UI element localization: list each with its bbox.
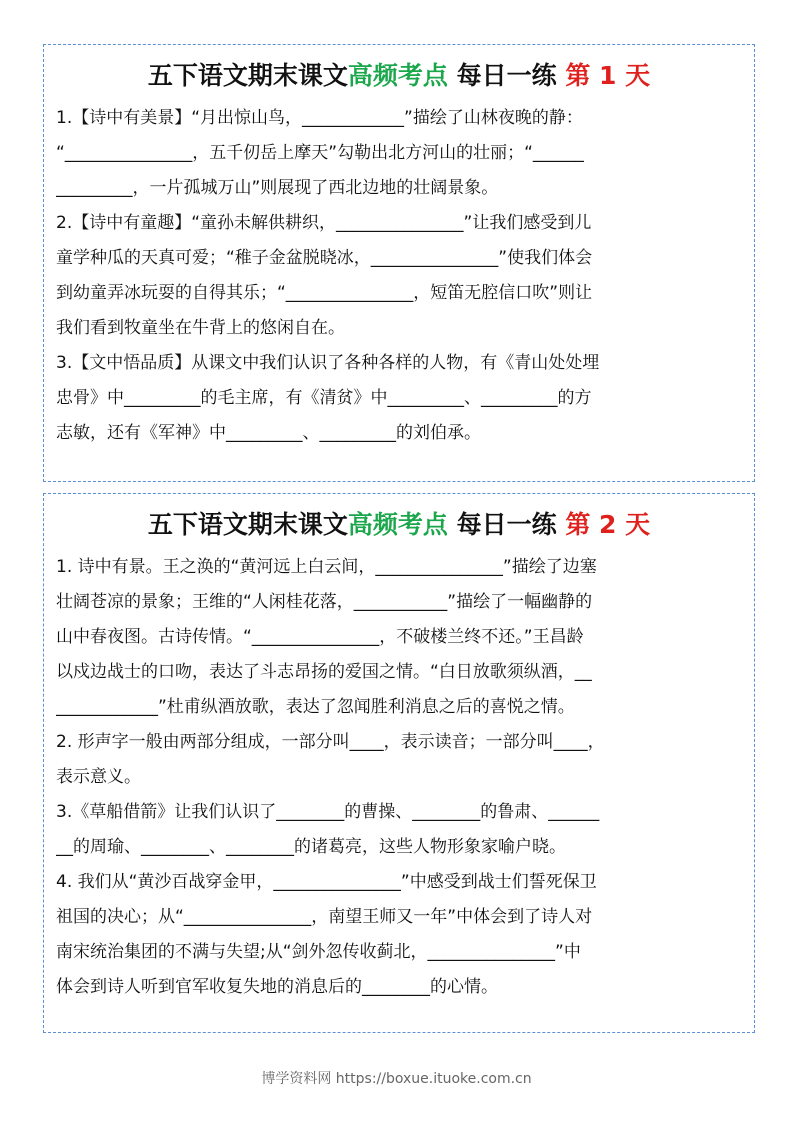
text-line: 我们看到牧童坐在牛背上的悠闲自在。 [56, 318, 345, 338]
text-line: 壮阔苍凉的景象；王维的“人闲桂花落，___________”描绘了一幅幽静的 [56, 592, 593, 612]
footer-site-link[interactable]: 博学资料网 https://boxue.ituoke.com.cn [261, 1071, 532, 1087]
text-line: 忠骨》中_________的毛主席，有《清贫》中_________、_________的方 [56, 388, 592, 408]
title-text: 五下语文期末课文 [147, 61, 348, 90]
text-line: ____________”杜甫纵酒放歌，表达了忽闻胜利消息之后的喜悦之情。 [56, 697, 575, 717]
text-line: 表示意义。 [56, 767, 141, 787]
title-highlight: 高频考点 [347, 510, 448, 539]
card-title [56, 506, 742, 544]
text-line: 山中春夜图。古诗传情。“_______________，不破楼兰终不还。”王昌龄 [56, 627, 584, 647]
text-line: __的周瑜、________、________的诸葛亮，这些人物形象家喻户晓。 [56, 837, 566, 857]
text-line: 以戍边战士的口吻，表达了斗志昂扬的爱国之情。“白日放歌须纵酒，__ [56, 662, 592, 682]
text-line: 1.【诗中有美景】“月出惊山鸟，____________”描绘了山林夜晚的静： [56, 108, 583, 128]
title-highlight: 高频考点 [347, 61, 448, 90]
text-line: 南宋统治集团的不满与失望;从“剑外忽传收蓟北，_______________”中 [56, 942, 581, 962]
text-line: 体会到诗人听到官军收复失地的消息后的________的心情。 [56, 977, 498, 997]
practice-card-day2 [43, 493, 755, 1033]
text-line: 3.《草船借箭》让我们认识了________的曹操、________的鲁肃、______ [56, 802, 600, 822]
text-line: 志敏，还有《军神》中_________、_________的刘伯承。 [56, 423, 481, 443]
text-line: 2. 形声字一般由两部分组成，一部分叫____，表示读音；一部分叫____， [56, 732, 605, 752]
day-label: 第 2 天 [565, 510, 651, 539]
practice-card-day1 [43, 44, 755, 482]
text-line: 2.【诗中有童趣】“童孙未解供耕织，_______________”让我们感受到儿 [56, 213, 592, 233]
day-label: 第 1 天 [565, 61, 651, 90]
text-line: 3.【文中悟品质】从课文中我们认识了各种各样的人物，有《青山处处埋 [56, 353, 600, 373]
title-text: 五下语文期末课文 [147, 510, 348, 539]
text-line: 4. 我们从“黄沙百战穿金甲，_______________”中感受到战士们誓死保卫 [56, 872, 597, 892]
text-line: 童学种瓜的天真可爱；“稚子金盆脱晓冰，_______________”使我们体会 [56, 248, 593, 268]
text-line: _________，一片孤城万山”则展现了西北边地的壮阔景象。 [56, 178, 499, 198]
text-line: 1. 诗中有景。王之涣的“黄河远上白云间，_______________”描绘了边塞 [56, 557, 597, 577]
title-text-2: 每日一练 [447, 61, 566, 90]
card-title [56, 57, 742, 95]
text-line: 到幼童弄冰玩耍的自得其乐；“_______________，短笛无腔信口吹”则让 [56, 283, 593, 303]
title-text-2: 每日一练 [447, 510, 566, 539]
text-line: “_______________，五千仞岳上摩天”勾勒出北方河山的壮丽；“______ [56, 143, 584, 163]
text-line: 祖国的决心；从“_______________，南望王师又一年”中体会到了诗人对 [56, 907, 593, 927]
